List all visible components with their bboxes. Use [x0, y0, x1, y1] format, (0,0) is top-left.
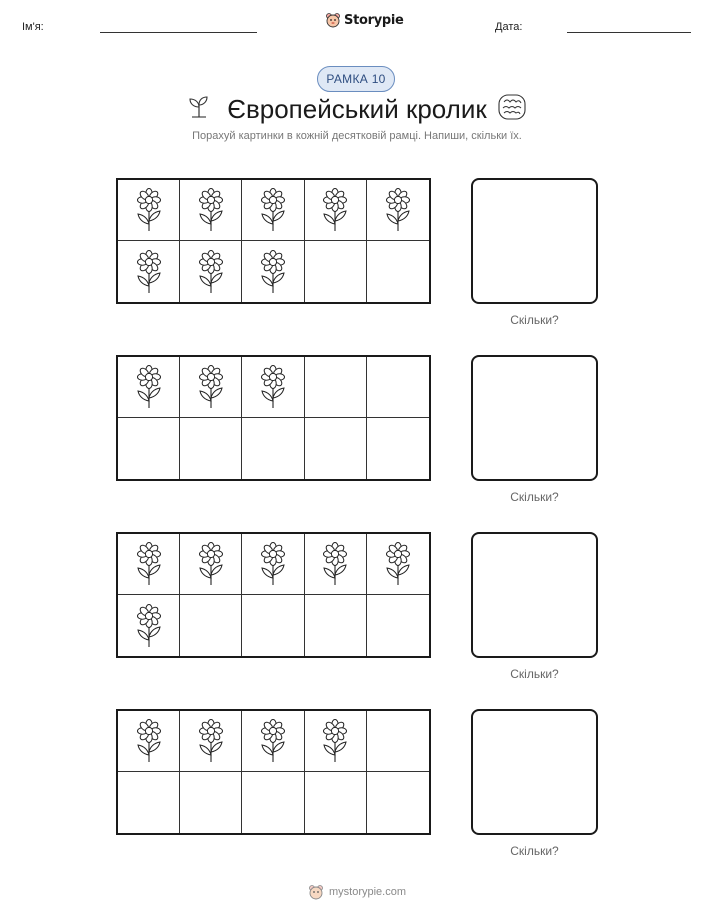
frame-cell — [367, 772, 429, 833]
flower-icon — [383, 542, 413, 586]
frame-cell — [305, 357, 367, 418]
storypie-logo-icon — [308, 884, 324, 900]
frame-cell — [118, 595, 180, 656]
brand-name: Storypie — [344, 12, 404, 28]
frame-cell — [242, 357, 304, 418]
flower-icon — [258, 250, 288, 294]
brand-logo — [325, 12, 404, 28]
bunny-face-icon — [497, 93, 527, 121]
ten-frame — [116, 532, 431, 658]
frame-cell — [118, 534, 180, 595]
flower-icon — [134, 188, 164, 232]
flower-icon — [383, 188, 413, 232]
frame-cell — [118, 180, 180, 241]
how-many-label: Скільки? — [510, 844, 559, 858]
frame-cell — [242, 180, 304, 241]
frame-cell — [180, 418, 242, 479]
frame-cell — [118, 711, 180, 772]
flower-icon — [196, 250, 226, 294]
frame-cell — [305, 418, 367, 479]
frame-cell — [367, 418, 429, 479]
footer — [0, 884, 714, 900]
frame-cell — [305, 711, 367, 772]
frame-cell — [180, 711, 242, 772]
frame-cell — [242, 241, 304, 302]
frame-cell — [305, 180, 367, 241]
flower-icon — [196, 719, 226, 763]
frame-cell — [367, 595, 429, 656]
page-title: Європейський кролик — [227, 94, 487, 124]
how-many-label: Скільки? — [510, 490, 559, 504]
answer-box[interactable] — [471, 355, 598, 481]
flower-icon — [320, 542, 350, 586]
frame-cell — [118, 241, 180, 302]
flower-icon — [134, 250, 164, 294]
flower-icon — [196, 542, 226, 586]
frame-cell — [242, 711, 304, 772]
frame-cell — [305, 772, 367, 833]
frame-cell — [367, 357, 429, 418]
flower-icon — [134, 542, 164, 586]
frame-cell — [367, 534, 429, 595]
answer-box[interactable] — [471, 709, 598, 835]
how-many-label: Скільки? — [510, 313, 559, 327]
flower-icon — [196, 365, 226, 409]
date-line — [567, 32, 691, 33]
flower-icon — [134, 604, 164, 648]
frame-type-badge: РАМКА 10 — [317, 66, 395, 92]
frame-cell — [367, 180, 429, 241]
worksheet-header — [0, 0, 714, 50]
frame-cell — [118, 772, 180, 833]
answer-box[interactable] — [471, 532, 598, 658]
frame-cell — [367, 241, 429, 302]
frame-cell — [180, 595, 242, 656]
flower-icon — [134, 365, 164, 409]
name-line — [100, 32, 257, 33]
ten-frame — [116, 178, 431, 304]
how-many-label: Скільки? — [510, 667, 559, 681]
flower-icon — [320, 188, 350, 232]
frame-cell — [242, 772, 304, 833]
flower-icon — [134, 719, 164, 763]
flower-icon — [196, 188, 226, 232]
frame-cell — [118, 418, 180, 479]
flower-icon — [258, 365, 288, 409]
date-label: Дата: — [495, 21, 523, 33]
frame-cell — [242, 418, 304, 479]
name-label: Ім'я: — [22, 21, 44, 33]
frame-cell — [180, 180, 242, 241]
frame-cell — [180, 241, 242, 302]
frame-cell — [180, 772, 242, 833]
frame-cell — [180, 534, 242, 595]
footer-url: mystorypie.com — [328, 886, 407, 898]
flower-icon — [258, 719, 288, 763]
flower-icon — [320, 719, 350, 763]
frame-cell — [367, 711, 429, 772]
frame-cell — [242, 595, 304, 656]
frame-cell — [180, 357, 242, 418]
frame-cell — [242, 534, 304, 595]
answer-box[interactable] — [471, 178, 598, 304]
frame-cell — [305, 595, 367, 656]
ten-frame — [116, 709, 431, 835]
ten-frame — [116, 355, 431, 481]
storypie-logo-icon — [325, 12, 341, 28]
instructions: Порахуй картинки в кожній десятковій рамці. Напиши, скільки їх. — [192, 130, 522, 142]
flower-icon — [258, 542, 288, 586]
frame-cell — [305, 241, 367, 302]
flower-icon — [258, 188, 288, 232]
frame-cell — [118, 357, 180, 418]
frame-cell — [305, 534, 367, 595]
